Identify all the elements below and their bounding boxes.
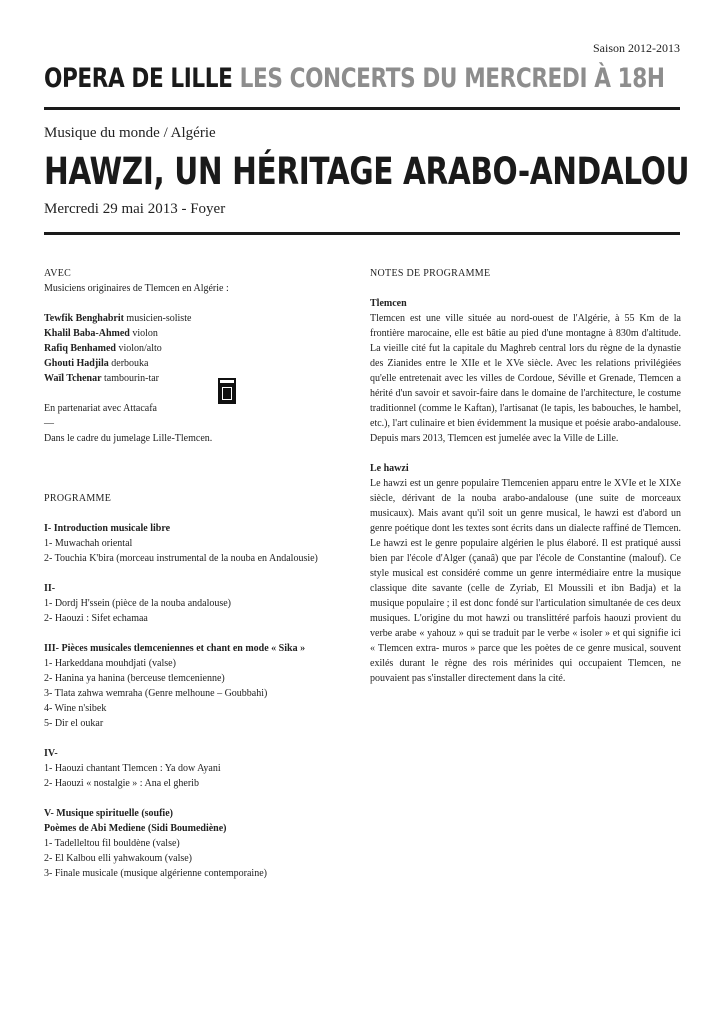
programme-item: 2- Hanina ya hanina (berceuse tlemcenienne)	[44, 673, 225, 684]
programme-section-title: II-	[44, 583, 56, 594]
programme-item: 3- Finale musicale (musique algérienne contemporaine)	[44, 868, 267, 879]
programme-item: 1- Muwachah oriental	[44, 538, 133, 549]
left-column	[44, 266, 349, 881]
programme-item: 1- Haouzi chantant Tlemcen : Ya dow Ayani	[44, 763, 221, 774]
event-title: HAWZI, UN HÉRITAGE ARABO-ANDALOU	[44, 150, 690, 193]
programme-item: 1- Tadelleltou fil bouldène (valse)	[44, 838, 180, 849]
twinning-text: Dans le cadre du jumelage Lille-Tlemcen.	[44, 433, 213, 444]
musician-item: Rafiq Benhamed violon/alto	[44, 343, 162, 354]
event-date: Mercredi 29 mai 2013 - Foyer	[44, 201, 226, 217]
musician-item: Khalil Baba-Ahmed violon	[44, 328, 158, 339]
programme-section-subtitle: Poèmes de Abi Mediene (Sidi Boumediène)	[44, 823, 227, 834]
programme-section-title: IV-	[44, 748, 58, 759]
notes-heading-hawzi: Le hawzi	[370, 463, 409, 474]
programme-section-title: I- Introduction musicale libre	[44, 523, 171, 534]
programme-item: 3- Tlata zahwa wemraha (Genre melhoune – Goubbahi)	[44, 688, 268, 699]
programme-item: 1- Harkeddana mouhdjati (valse)	[44, 658, 176, 669]
series-name: LES CONCERTS DU MERCREDI À 18H	[239, 63, 665, 94]
programme-label: PROGRAMME	[44, 493, 112, 504]
avec-label: AVEC	[44, 268, 72, 279]
notes-label: NOTES DE PROGRAMME	[370, 268, 491, 279]
musician-item: Waïl Tchenar tambourin-tar	[44, 373, 159, 384]
programme-item: 2- Haouzi « nostalgie » : Ana el gherib	[44, 778, 199, 789]
event-category: Musique du monde / Algérie	[44, 125, 216, 141]
programme-item: 1- Dordj H'ssein (pièce de la nouba andalouse)	[44, 598, 232, 609]
right-column	[370, 266, 681, 686]
programme-item: 5- Dir el oukar	[44, 718, 104, 729]
page-header	[44, 63, 665, 107]
avec-intro: Musiciens originaires de Tlemcen en Algérie :	[44, 283, 229, 294]
musician-item: Tewfik Benghabrit musicien-soliste	[44, 313, 192, 324]
programme-item: 2- El Kalbou elli yahwakoum (valse)	[44, 853, 193, 864]
title-rule	[44, 232, 680, 235]
notes-text-tlemcen: Tlemcen est une ville située au nord-ouest de l'Algérie, à 55 Km de la frontière marocaine, elle est bâtie au pied d'une montagne à 830m d'altitude. La vieille cité fut la capitale du Maghreb central lors du règne de la dynastie des Zianides entre le XIIe et le XVe siècle. Avec les relations privilégiées qu'elle entretenait avec les villes de Cordoue, Séville et Grenade, Tlemcen a hérité d'un savoir et savoir-faire dans le domaine de l'architecture, le costume traditionnel (comme le Kaftan), l'artisanat (le tapis, les babouches, le hambel, etc.), l'art culinaire et bien évidemment la musique et poésie arabo-andalouse. Depuis mars 2013, Tlemcen est jumelée avec la Ville de Lille.	[370, 313, 681, 444]
attacafa-logo	[218, 378, 236, 404]
organization-name: OPERA DE LILLE	[44, 63, 233, 94]
season-label: Saison 2012-2013	[593, 41, 680, 55]
header-rule	[44, 107, 680, 110]
programme-item: 2- Haouzi : Sifet echamaa	[44, 613, 148, 624]
notes-text-hawzi: Le hawzi est un genre populaire Tlemcenien apparu entre le XVIe et le XIXe siècle, dérivant de la nouba arabo-andalouse (une suite de morceaux musicaux). Mais avant qu'il soit un genre musical, le hawzi est d'abord un genre poétique dont les textes sont écrits dans un dialecte raffiné de Tlemcen. Le hawzi est le genre populaire algérien le plus élaboré. Il est pratiqué aussi bien par l'école d'Alger (çanaâ) que par l'école de Constantine (malouf). Ce style musical est considéré comme un genre intermédiaire entre la musique classique dite savante (celle de Zyriab, El Moussili et ibn Badja) et la musique populaire ; il est donc fondé sur l'articulation simultanée de ces deux musiques. L'origine du mot hawzi ou translittéré parfois haouzi provient du verbe arabe « yahouz » qui se traduit par le verbe « isoler » et qui signifie ici « Tlemcen extra- muros » parce que les poètes de ce genre musical, souvent exilés durant le règne des rois mérinides qui occupaient Tlemcen, ne pouvaient pas s'installer directement dans la cité.	[370, 478, 681, 684]
notes-heading-tlemcen: Tlemcen	[370, 298, 407, 309]
partner-text: En partenariat avec Attacafa	[44, 403, 157, 414]
musician-item: Ghouti Hadjila derbouka	[44, 358, 149, 369]
programme-section-title: III- Pièces musicales tlemceniennes et chant en mode « Sika »	[44, 643, 306, 654]
programme-item: 4- Wine n'sibek	[44, 703, 107, 714]
programme-section-title: V- Musique spirituelle (soufie)	[44, 808, 173, 819]
programme-item: 2- Touchia K'bira (morceau instrumental de la nouba en Andalousie)	[44, 553, 318, 564]
separator-dash: —	[44, 418, 54, 429]
